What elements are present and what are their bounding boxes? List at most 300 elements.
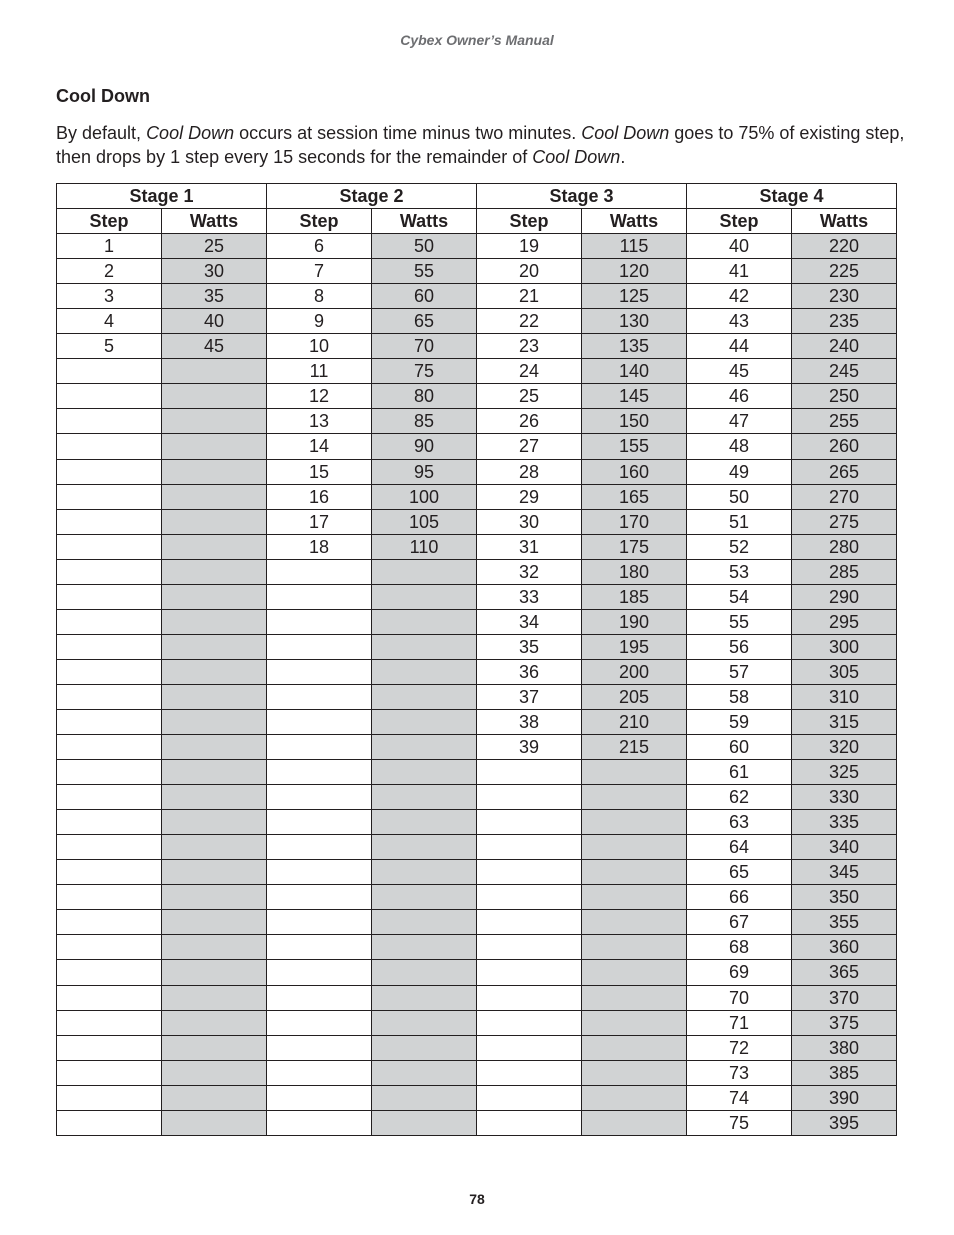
step-cell: 25 — [477, 384, 582, 409]
watts-cell: 30 — [162, 259, 267, 284]
watts-cell: 220 — [792, 234, 897, 259]
step-cell: 36 — [477, 659, 582, 684]
watts-cell: 240 — [792, 334, 897, 359]
step-cell: 66 — [687, 885, 792, 910]
step-cell: 11 — [267, 359, 372, 384]
step-cell — [57, 359, 162, 384]
step-cell: 31 — [477, 534, 582, 559]
step-cell: 71 — [687, 1010, 792, 1035]
step-cell: 3 — [57, 284, 162, 309]
watts-cell: 195 — [582, 634, 687, 659]
step-cell — [267, 860, 372, 885]
watts-cell — [582, 1110, 687, 1135]
step-cell: 60 — [687, 735, 792, 760]
step-cell — [57, 835, 162, 860]
table-row — [57, 659, 897, 684]
step-cell: 34 — [477, 609, 582, 634]
watts-cell — [162, 1035, 267, 1060]
watts-cell: 165 — [582, 484, 687, 509]
step-cell: 63 — [687, 810, 792, 835]
watts-cell — [582, 910, 687, 935]
watts-cell: 380 — [792, 1035, 897, 1060]
step-cell: 55 — [687, 609, 792, 634]
table-row — [57, 1085, 897, 1110]
watts-cell: 235 — [792, 309, 897, 334]
watts-cell: 150 — [582, 409, 687, 434]
step-cell — [477, 785, 582, 810]
step-cell: 59 — [687, 709, 792, 734]
step-cell — [57, 534, 162, 559]
step-cell — [267, 810, 372, 835]
step-cell — [477, 860, 582, 885]
step-cell — [477, 1010, 582, 1035]
step-cell — [57, 709, 162, 734]
watts-cell: 135 — [582, 334, 687, 359]
step-cell — [267, 709, 372, 734]
step-cell: 7 — [267, 259, 372, 284]
watts-cell: 285 — [792, 559, 897, 584]
table-row — [57, 259, 897, 284]
step-cell: 64 — [687, 835, 792, 860]
table-row — [57, 484, 897, 509]
step-cell: 53 — [687, 559, 792, 584]
step-cell — [267, 1060, 372, 1085]
step-cell: 32 — [477, 559, 582, 584]
column-header-row — [57, 209, 897, 234]
watts-cell — [162, 434, 267, 459]
watts-cell — [372, 1085, 477, 1110]
step-column-header: Step — [477, 209, 582, 234]
watts-cell: 345 — [792, 860, 897, 885]
watts-cell: 375 — [792, 1010, 897, 1035]
step-cell — [267, 735, 372, 760]
table-row — [57, 434, 897, 459]
watts-cell — [162, 1085, 267, 1110]
intro-text: goes to 75% of existing step, then drops by 1 step every 15 seconds for the remainder of — [56, 123, 905, 167]
step-cell: 72 — [687, 1035, 792, 1060]
intro-emphasis: Cool Down — [146, 123, 235, 143]
watts-cell — [162, 735, 267, 760]
step-cell: 18 — [267, 534, 372, 559]
table-row — [57, 459, 897, 484]
step-cell — [267, 559, 372, 584]
step-cell: 4 — [57, 309, 162, 334]
step-cell — [57, 459, 162, 484]
watts-cell: 85 — [372, 409, 477, 434]
watts-cell — [372, 785, 477, 810]
table-row — [57, 885, 897, 910]
watts-cell — [162, 559, 267, 584]
watts-cell: 315 — [792, 709, 897, 734]
table-row — [57, 1060, 897, 1085]
watts-cell — [162, 885, 267, 910]
step-cell: 75 — [687, 1110, 792, 1135]
watts-cell: 55 — [372, 259, 477, 284]
watts-column-header: Watts — [372, 209, 477, 234]
watts-cell: 325 — [792, 760, 897, 785]
table-header — [57, 184, 897, 234]
step-cell: 10 — [267, 334, 372, 359]
step-cell: 35 — [477, 634, 582, 659]
step-cell — [57, 1060, 162, 1085]
watts-cell: 265 — [792, 459, 897, 484]
watts-cell — [162, 384, 267, 409]
watts-cell: 45 — [162, 334, 267, 359]
section-title: Cool Down — [56, 86, 150, 106]
table-row — [57, 785, 897, 810]
step-cell: 50 — [687, 484, 792, 509]
step-cell: 48 — [687, 434, 792, 459]
watts-cell: 340 — [792, 835, 897, 860]
watts-cell: 95 — [372, 459, 477, 484]
step-cell — [57, 735, 162, 760]
intro-text: occurs at session time minus two minutes. — [234, 123, 582, 143]
watts-cell — [582, 785, 687, 810]
watts-cell: 255 — [792, 409, 897, 434]
step-cell — [57, 409, 162, 434]
step-cell — [57, 860, 162, 885]
table-row — [57, 1110, 897, 1135]
watts-cell: 90 — [372, 434, 477, 459]
step-cell: 21 — [477, 284, 582, 309]
table-row — [57, 1035, 897, 1060]
watts-cell — [162, 634, 267, 659]
watts-cell: 40 — [162, 309, 267, 334]
step-cell — [477, 985, 582, 1010]
step-cell: 62 — [687, 785, 792, 810]
watts-cell — [582, 885, 687, 910]
step-cell — [267, 785, 372, 810]
step-cell — [57, 1110, 162, 1135]
watts-cell — [162, 1010, 267, 1035]
watts-cell — [162, 459, 267, 484]
table-row — [57, 384, 897, 409]
table-row — [57, 960, 897, 985]
watts-cell — [582, 810, 687, 835]
step-cell — [57, 559, 162, 584]
watts-cell — [162, 760, 267, 785]
step-cell — [477, 935, 582, 960]
watts-column-header: Watts — [792, 209, 897, 234]
watts-cell — [162, 659, 267, 684]
step-cell — [477, 810, 582, 835]
step-cell: 13 — [267, 409, 372, 434]
watts-cell: 360 — [792, 935, 897, 960]
watts-cell — [582, 985, 687, 1010]
step-cell: 43 — [687, 309, 792, 334]
watts-cell: 370 — [792, 985, 897, 1010]
intro-emphasis: Cool Down — [532, 147, 621, 167]
step-cell: 45 — [687, 359, 792, 384]
step-cell: 40 — [687, 234, 792, 259]
step-cell — [477, 960, 582, 985]
stage-header: Stage 2 — [267, 184, 477, 209]
watts-cell — [162, 1110, 267, 1135]
step-cell: 57 — [687, 659, 792, 684]
watts-cell: 250 — [792, 384, 897, 409]
watts-cell: 275 — [792, 509, 897, 534]
watts-cell — [372, 659, 477, 684]
step-cell: 61 — [687, 760, 792, 785]
step-column-header: Step — [687, 209, 792, 234]
step-cell — [57, 1035, 162, 1060]
table-row — [57, 1010, 897, 1035]
watts-cell — [162, 860, 267, 885]
watts-cell — [582, 760, 687, 785]
step-cell: 38 — [477, 709, 582, 734]
step-cell: 51 — [687, 509, 792, 534]
step-cell: 27 — [477, 434, 582, 459]
stage-header: Stage 4 — [687, 184, 897, 209]
step-cell — [57, 609, 162, 634]
step-cell — [57, 434, 162, 459]
watts-cell: 310 — [792, 684, 897, 709]
step-cell — [57, 509, 162, 534]
watts-cell: 395 — [792, 1110, 897, 1135]
watts-cell — [372, 684, 477, 709]
cool-down-step-table — [56, 183, 897, 1136]
watts-cell: 295 — [792, 609, 897, 634]
watts-cell — [372, 835, 477, 860]
step-cell: 70 — [687, 985, 792, 1010]
watts-cell: 170 — [582, 509, 687, 534]
watts-cell: 300 — [792, 634, 897, 659]
watts-cell: 140 — [582, 359, 687, 384]
table-row — [57, 559, 897, 584]
watts-column-header: Watts — [582, 209, 687, 234]
step-cell — [267, 659, 372, 684]
stage-header-row — [57, 184, 897, 209]
step-cell — [57, 659, 162, 684]
watts-cell — [582, 960, 687, 985]
watts-cell: 50 — [372, 234, 477, 259]
watts-cell: 210 — [582, 709, 687, 734]
watts-cell: 335 — [792, 810, 897, 835]
table-row — [57, 810, 897, 835]
table-row — [57, 234, 897, 259]
step-cell: 67 — [687, 910, 792, 935]
step-cell: 22 — [477, 309, 582, 334]
step-cell — [267, 634, 372, 659]
watts-cell: 365 — [792, 960, 897, 985]
watts-cell — [162, 584, 267, 609]
watts-cell: 200 — [582, 659, 687, 684]
watts-cell — [372, 1110, 477, 1135]
step-cell — [267, 885, 372, 910]
step-cell: 6 — [267, 234, 372, 259]
step-cell — [57, 960, 162, 985]
watts-cell: 75 — [372, 359, 477, 384]
step-cell — [267, 1085, 372, 1110]
watts-cell: 125 — [582, 284, 687, 309]
step-cell: 2 — [57, 259, 162, 284]
table-row — [57, 409, 897, 434]
watts-cell: 225 — [792, 259, 897, 284]
watts-cell — [162, 359, 267, 384]
watts-cell: 65 — [372, 309, 477, 334]
watts-cell — [582, 860, 687, 885]
step-cell: 33 — [477, 584, 582, 609]
watts-cell — [162, 509, 267, 534]
table-row — [57, 584, 897, 609]
table-row — [57, 284, 897, 309]
step-cell: 46 — [687, 384, 792, 409]
watts-cell: 280 — [792, 534, 897, 559]
step-cell: 74 — [687, 1085, 792, 1110]
table-row — [57, 860, 897, 885]
watts-cell: 390 — [792, 1085, 897, 1110]
step-cell: 24 — [477, 359, 582, 384]
watts-cell — [372, 885, 477, 910]
watts-cell — [162, 910, 267, 935]
step-cell — [477, 835, 582, 860]
step-cell: 68 — [687, 935, 792, 960]
table-row — [57, 985, 897, 1010]
table-row — [57, 835, 897, 860]
watts-cell — [162, 534, 267, 559]
watts-cell: 180 — [582, 559, 687, 584]
watts-cell — [582, 835, 687, 860]
watts-cell — [162, 484, 267, 509]
table-row — [57, 709, 897, 734]
stage-header: Stage 1 — [57, 184, 267, 209]
step-cell: 52 — [687, 534, 792, 559]
step-column-header: Step — [57, 209, 162, 234]
watts-cell — [162, 684, 267, 709]
watts-cell: 110 — [372, 534, 477, 559]
step-cell — [57, 935, 162, 960]
watts-cell — [162, 835, 267, 860]
step-cell — [267, 684, 372, 709]
watts-cell — [162, 960, 267, 985]
watts-cell — [372, 1010, 477, 1035]
step-cell: 42 — [687, 284, 792, 309]
watts-cell: 190 — [582, 609, 687, 634]
watts-cell — [162, 709, 267, 734]
step-cell: 37 — [477, 684, 582, 709]
table-row — [57, 634, 897, 659]
watts-cell — [372, 1035, 477, 1060]
table-row — [57, 910, 897, 935]
step-cell: 16 — [267, 484, 372, 509]
step-cell — [477, 1110, 582, 1135]
step-cell: 69 — [687, 960, 792, 985]
table-row — [57, 359, 897, 384]
step-cell — [267, 609, 372, 634]
step-cell — [477, 885, 582, 910]
step-cell: 5 — [57, 334, 162, 359]
step-cell — [267, 1035, 372, 1060]
watts-cell: 70 — [372, 334, 477, 359]
watts-cell: 185 — [582, 584, 687, 609]
watts-cell: 105 — [372, 509, 477, 534]
step-cell — [267, 1010, 372, 1035]
step-cell — [57, 634, 162, 659]
step-cell — [57, 484, 162, 509]
step-cell — [57, 684, 162, 709]
step-cell — [477, 910, 582, 935]
watts-cell — [162, 1060, 267, 1085]
watts-cell: 145 — [582, 384, 687, 409]
watts-cell: 130 — [582, 309, 687, 334]
watts-cell — [372, 1060, 477, 1085]
step-column-header: Step — [267, 209, 372, 234]
watts-cell — [162, 609, 267, 634]
watts-cell: 205 — [582, 684, 687, 709]
watts-cell: 80 — [372, 384, 477, 409]
step-cell: 65 — [687, 860, 792, 885]
step-cell: 28 — [477, 459, 582, 484]
step-cell — [57, 1085, 162, 1110]
step-cell: 14 — [267, 434, 372, 459]
watts-cell — [162, 810, 267, 835]
step-cell — [267, 835, 372, 860]
watts-cell: 350 — [792, 885, 897, 910]
table-row — [57, 760, 897, 785]
watts-cell: 160 — [582, 459, 687, 484]
step-cell: 41 — [687, 259, 792, 284]
step-cell: 19 — [477, 234, 582, 259]
watts-cell: 115 — [582, 234, 687, 259]
watts-cell — [162, 935, 267, 960]
step-cell — [477, 760, 582, 785]
intro-emphasis: Cool Down — [581, 123, 670, 143]
stage-header: Stage 3 — [477, 184, 687, 209]
step-cell — [57, 584, 162, 609]
intro-text: By default, — [56, 123, 147, 143]
watts-cell: 245 — [792, 359, 897, 384]
watts-cell: 155 — [582, 434, 687, 459]
watts-cell — [372, 810, 477, 835]
table-row — [57, 935, 897, 960]
step-cell: 1 — [57, 234, 162, 259]
watts-cell — [372, 760, 477, 785]
watts-cell — [372, 559, 477, 584]
watts-cell — [372, 960, 477, 985]
step-cell: 39 — [477, 735, 582, 760]
watts-cell: 120 — [582, 259, 687, 284]
step-cell — [57, 1010, 162, 1035]
step-cell: 56 — [687, 634, 792, 659]
page-number: 78 — [469, 1191, 485, 1207]
watts-cell: 290 — [792, 584, 897, 609]
table-row — [57, 609, 897, 634]
watts-cell — [162, 985, 267, 1010]
step-cell: 15 — [267, 459, 372, 484]
step-cell: 17 — [267, 509, 372, 534]
step-cell — [267, 1110, 372, 1135]
step-cell — [57, 810, 162, 835]
step-cell — [267, 935, 372, 960]
step-cell — [57, 785, 162, 810]
step-cell: 26 — [477, 409, 582, 434]
step-cell: 54 — [687, 584, 792, 609]
watts-cell: 100 — [372, 484, 477, 509]
watts-cell: 35 — [162, 284, 267, 309]
table-row — [57, 534, 897, 559]
watts-cell: 175 — [582, 534, 687, 559]
table-row — [57, 334, 897, 359]
step-cell — [477, 1085, 582, 1110]
step-cell — [267, 910, 372, 935]
running-header: Cybex Owner’s Manual — [400, 32, 554, 48]
watts-cell: 330 — [792, 785, 897, 810]
step-cell: 44 — [687, 334, 792, 359]
watts-cell — [582, 1010, 687, 1035]
watts-column-header: Watts — [162, 209, 267, 234]
watts-cell: 385 — [792, 1060, 897, 1085]
step-cell: 30 — [477, 509, 582, 534]
